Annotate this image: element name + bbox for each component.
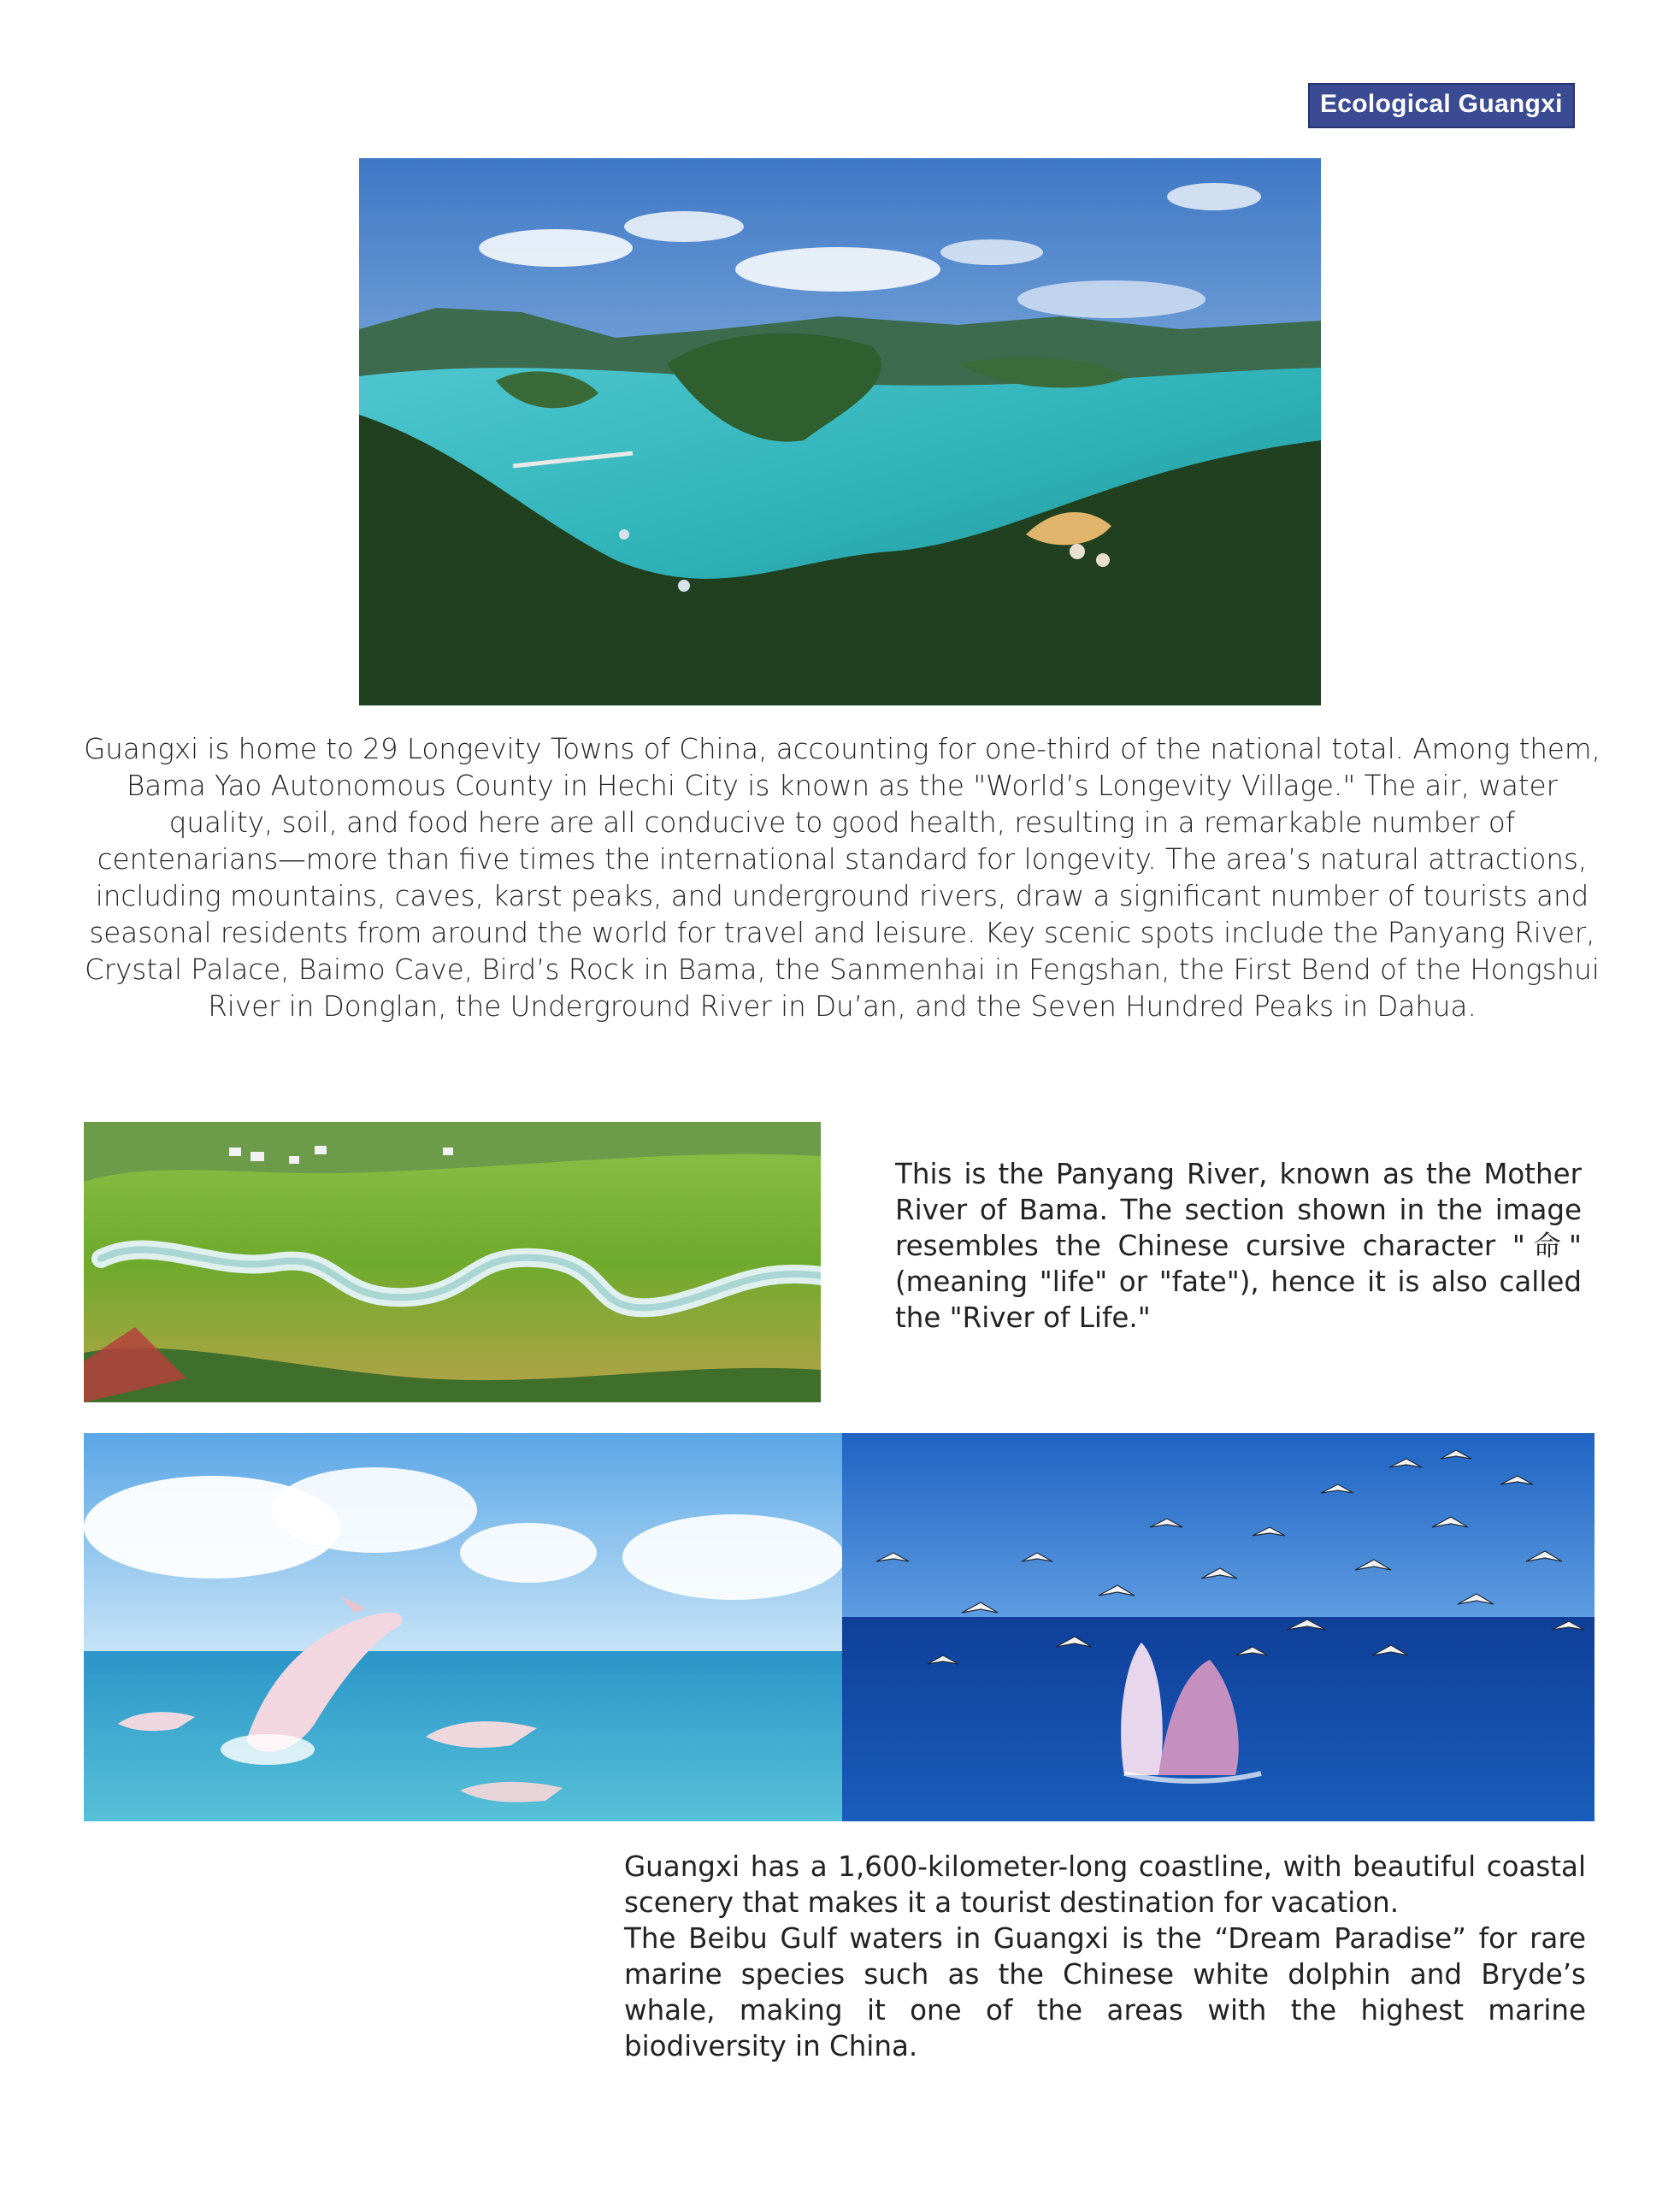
lake-aerial-photo	[359, 158, 1321, 705]
section-badge: Ecological Guangxi	[1308, 83, 1575, 128]
white-dolphin-photo	[84, 1433, 842, 1821]
coastline-paragraph-2: The Beibu Gulf waters in Guangxi is the “Dream Paradise” for rare marine species such as the Chinese white dolphin and Bryde’s whale, making it one of the areas with the highest marine biodiversity in China.	[624, 1922, 1586, 2062]
brydes-whale-photo	[842, 1433, 1595, 1821]
panyang-river-caption: This is the Panyang River, known as the Mother River of Bama. The section shown in the image resembles the Chinese cursive character "命" (meaning "life" or "fate"), hence it is also called the "River of Life."	[895, 1158, 1582, 1334]
coastline-description	[624, 1849, 1586, 2064]
coastline-paragraph-1: Guangxi has a 1,600-kilometer-long coastline, with beautiful coastal scenery that makes it a tourist destination for vacation.	[624, 1850, 1586, 1919]
intro-paragraph: Guangxi is home to 29 Longevity Towns of China, accounting for one-third of the national total. Among them, Bama Yao Autonomous County in Hechi City is known as the "World’s Longevity Village." The air, water quality, soil, and food here are all conducive to good health, resulting in a remarkable number of centenarians—more than five times the international standard for longevity. The area’s natural attractions, including mountains, caves, karst peaks, and underground rivers, draw a significant number of tourists and seasonal residents from around the world for travel and leisure. Key scenic spots include the Panyang River, Crystal Palace, Baimo Cave, Bird’s Rock in Bama, the Sanmenhai in Fengshan, the First Bend of the Hongshui River in Donglan, the Underground River in Du’an, and the Seven Hundred Peaks in Dahua.	[84, 733, 1600, 1023]
panyang-river-photo	[84, 1122, 821, 1402]
